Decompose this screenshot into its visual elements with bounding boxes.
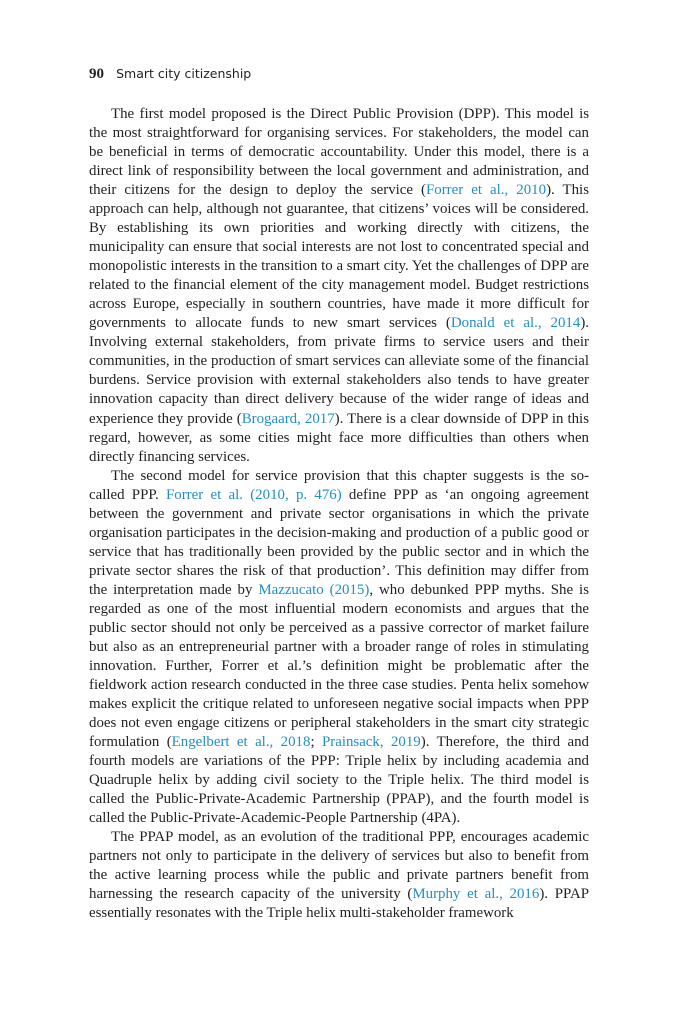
citation-brogaard-2017[interactable]: Brogaard, 2017 [241, 410, 335, 427]
citation-mazzucato-2015[interactable]: Mazzucato (2015) [258, 581, 370, 598]
paragraph-ppap [89, 828, 589, 923]
text-span: The second model for service provision that this chapter suggests is the so-called PPP. [89, 467, 589, 503]
citation-engelbert-2018[interactable]: Engelbert et al., 2018 [171, 734, 311, 751]
citation-murphy-2016[interactable]: Murphy et al., 2016 [412, 886, 540, 903]
text-span: define PPP as ‘an ongoing agreement between the government and private sector organisations in which the private organisation participates in the decision-making and production of a public good or service that has traditionally been provided by the public sector and in which the private sector shares the risk of that production’. This definition may differ from the interpretation made by [89, 486, 589, 598]
paragraph-ppp [89, 467, 589, 829]
text-span: The first model proposed is the Direct Public Provision (DPP). This model is the most straightforward for organising services. For stakeholders, the model can be beneficial in terms of democratic accountability. Under this model, there is a direct link of responsibility between the local government and administration, and their citizens for the design to deploy the service ( [89, 106, 589, 199]
text-span: The PPAP model, as an evolution of the traditional PPP, encourages academic partners not only to participate in the delivery of services but also to benefit from the active learning process while the public and private partners benefit from harnessing the research capacity of the university ( [89, 829, 589, 903]
text-span: ). Therefore, the third and fourth models are variations of the PPP: Triple helix by including academia and Quadruple helix by adding civil society to the Triple helix. The third model is called the Public-Private-Academic Partnership (PPAP), and the fourth model is called the Public-Private-Academic-People Partnership (4PA). [89, 734, 589, 827]
running-header [89, 63, 251, 83]
body-text [89, 105, 589, 923]
citation-donald-2014[interactable]: Donald et al., 2014 [450, 315, 581, 332]
citation-forrer-2010-p476[interactable]: Forrer et al. (2010, p. 476) [166, 486, 342, 503]
text-span: ). PPAP essentially resonates with the Triple helix multi-stakeholder framework [89, 886, 589, 922]
text-span: ). There is a clear downside of DPP in this regard, however, as some cities might face more difficulties than others when directly financing services. [89, 410, 589, 465]
text-span: ; [310, 734, 322, 751]
running-title: Smart city citizenship [116, 66, 252, 81]
paragraph-dpp [89, 105, 589, 467]
citation-prainsack-2019[interactable]: Prainsack, 2019 [321, 734, 421, 751]
text-span: , who debunked PPP myths. She is regarded as one of the most influential modern economists and argues that the public sector should not only be perceived as a passive corrector of market failure but also as an entrepreneurial partner with a broader range of roles in stimulating innovation. Further, Forrer et al.’s definition might be problematic after the fieldwork action research conducted in the three case studies. Penta helix somehow makes explicit the critique related to unforeseen negative social impacts when PPP does not even engage citizens or peripheral stakeholders in the smart city strategic formulation ( [89, 581, 589, 751]
page-number: 90 [89, 66, 104, 82]
text-span: ). This approach can help, although not guarantee, that citizens’ voices will be considered. By establishing its own priorities and working directly with citizens, the municipality can ensure that social interests are not lost to concentrated special and monopolistic interests in the transition to a smart city. Yet the challenges of DPP are related to the financial element of the city management model. Budget restrictions across Europe, especially in southern countries, have made it more difficult for governments to allocate funds to new smart services ( [89, 182, 589, 332]
text-span: ). Involving external stakeholders, from private firms to service users and their communities, in the production of smart services can alleviate some of the financial burdens. Service provision with external stakeholders also tends to have greater innovation capacity than direct delivery because of the wider range of ideas and experience they provide ( [89, 315, 589, 427]
citation-forrer-2010[interactable]: Forrer et al., 2010 [426, 182, 547, 199]
